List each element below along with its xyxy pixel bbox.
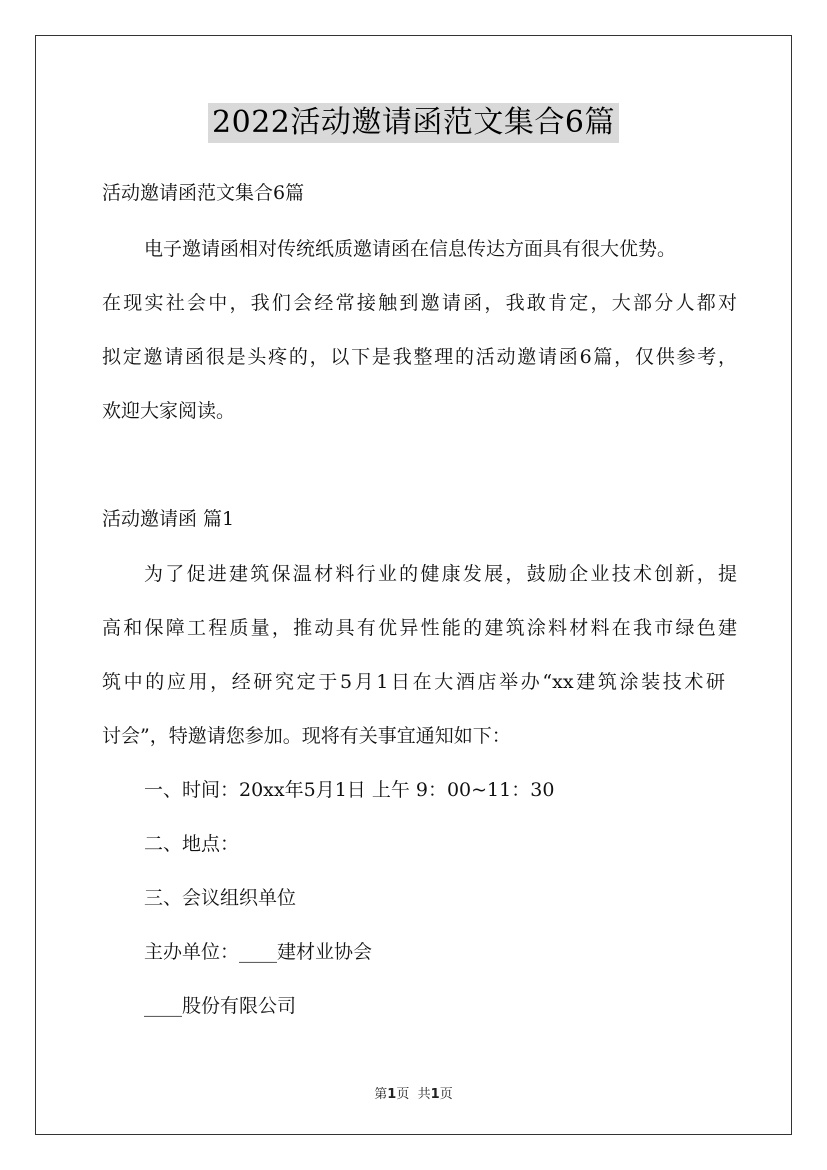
body-line-3: 筑中的应用，经研究定于5月1日在大酒店举办“xx建筑涂装技术研 xyxy=(102,671,725,693)
page-footer xyxy=(0,1083,827,1102)
intro-line-3: 拟定邀请函很是头疼的，以下是我整理的活动邀请函6篇，仅供参考， xyxy=(102,346,737,368)
intro-line-4: 欢迎大家阅读。 xyxy=(102,400,236,422)
title-container xyxy=(0,103,827,143)
item-time: 一、时间：20xx年5月1日 上午 9：00~11：30 xyxy=(144,779,555,801)
item-company: ____股份有限公司 xyxy=(144,995,297,1017)
section-heading: 活动邀请函 篇1 xyxy=(102,508,235,530)
document-subtitle: 活动邀请函范文集合6篇 xyxy=(102,182,305,204)
body-line-2: 高和保障工程质量，推动具有优异性能的建筑涂料材料在我市绿色建 xyxy=(102,617,737,639)
body-line-1: 为了促进建筑保温材料行业的健康发展，鼓励企业技术创新，提 xyxy=(144,563,737,585)
intro-line-1: 电子邀请函相对传统纸质邀请函在信息传达方面具有很大优势。 xyxy=(144,238,677,260)
item-location: 二、地点： xyxy=(144,833,240,855)
total-pages: 1 xyxy=(430,1087,440,1102)
body-line-4: 讨会”，特邀请您参加。现将有关事宜通知如下： xyxy=(102,725,511,747)
total-suffix: 页 xyxy=(439,1087,453,1102)
intro-line-2: 在现实社会中，我们会经常接触到邀请函，我敢肯定，大部分人都对 xyxy=(102,292,737,314)
total-label: 共 xyxy=(417,1087,431,1102)
document-title: 2022活动邀请函范文集合6篇 xyxy=(208,103,619,143)
page-number: 1 xyxy=(387,1087,397,1102)
item-host: 主办单位：____建材业协会 xyxy=(144,941,373,963)
item-organizers: 三、会议组织单位 xyxy=(144,887,297,909)
page-suffix: 页 xyxy=(396,1087,410,1102)
page-label: 第 xyxy=(374,1087,388,1102)
